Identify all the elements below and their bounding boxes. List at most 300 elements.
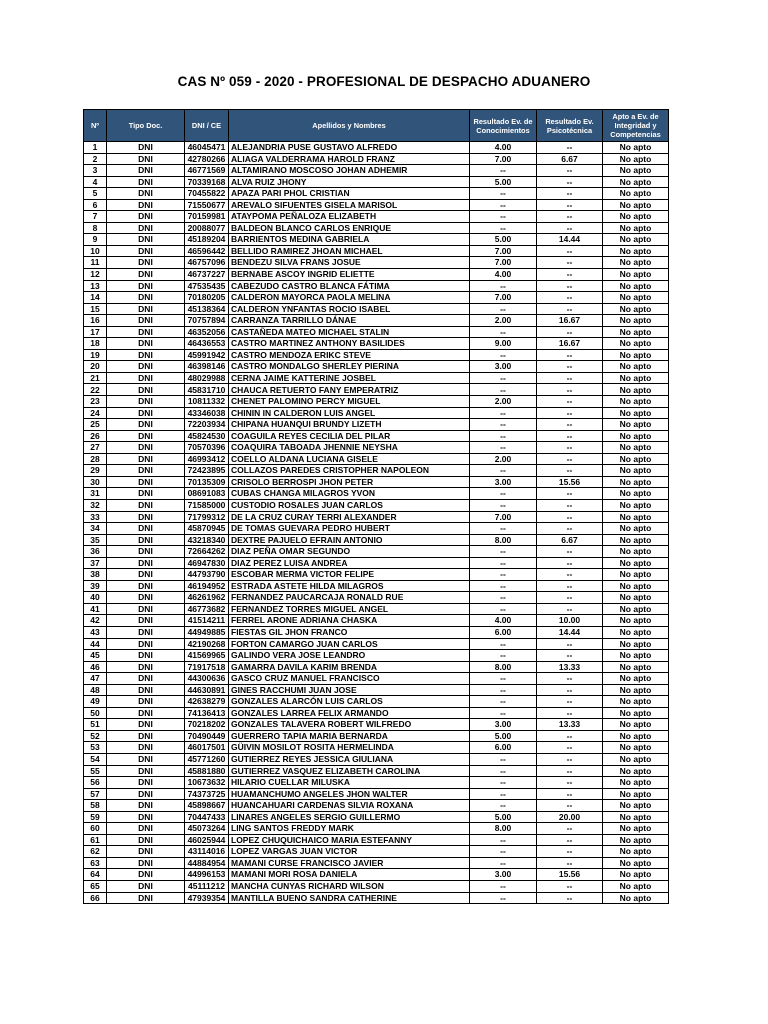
header-doc-type: Tipo Doc. <box>107 110 185 142</box>
integrity-eligibility-cell: No apto <box>603 869 669 881</box>
table-row <box>84 269 669 281</box>
dni-cell: 70757894 <box>185 315 229 327</box>
row-number-cell: 27 <box>84 442 107 454</box>
psychotechnical-result-cell: 13.33 <box>537 719 603 731</box>
table-row <box>84 188 669 200</box>
integrity-eligibility-cell: No apto <box>603 199 669 211</box>
integrity-eligibility-cell: No apto <box>603 442 669 454</box>
integrity-eligibility-cell: No apto <box>603 626 669 638</box>
row-number-cell: 44 <box>84 638 107 650</box>
dni-cell: 45771260 <box>185 753 229 765</box>
doc-type-cell: DNI <box>107 499 185 511</box>
doc-type-cell: DNI <box>107 245 185 257</box>
dni-cell: 08691083 <box>185 488 229 500</box>
doc-type-cell: DNI <box>107 696 185 708</box>
row-number-cell: 61 <box>84 834 107 846</box>
psychotechnical-result-cell: -- <box>537 349 603 361</box>
psychotechnical-result-cell: -- <box>537 592 603 604</box>
full-name-cell: DIAZ PEREZ LUISA ANDREA <box>229 557 470 569</box>
table-row <box>84 372 669 384</box>
dni-cell: 10811332 <box>185 396 229 408</box>
table-row <box>84 453 669 465</box>
knowledge-result-cell: 3.00 <box>470 361 537 373</box>
row-number-cell: 35 <box>84 534 107 546</box>
doc-type-cell: DNI <box>107 430 185 442</box>
row-number-cell: 49 <box>84 696 107 708</box>
psychotechnical-result-cell: -- <box>537 280 603 292</box>
row-number-cell: 3 <box>84 165 107 177</box>
knowledge-result-cell: 6.00 <box>470 742 537 754</box>
table-row <box>84 661 669 673</box>
doc-type-cell: DNI <box>107 673 185 685</box>
table-row <box>84 234 669 246</box>
psychotechnical-result-cell: 6.67 <box>537 153 603 165</box>
doc-type-cell: DNI <box>107 777 185 789</box>
integrity-eligibility-cell: No apto <box>603 419 669 431</box>
dni-cell: 46947830 <box>185 557 229 569</box>
knowledge-result-cell: -- <box>470 580 537 592</box>
integrity-eligibility-cell: No apto <box>603 615 669 627</box>
psychotechnical-result-cell: -- <box>537 684 603 696</box>
knowledge-result-cell: -- <box>470 777 537 789</box>
document-title: CAS Nº 059 - 2020 - PROFESIONAL DE DESPACHO ADUANERO <box>177 74 591 89</box>
integrity-eligibility-cell: No apto <box>603 511 669 523</box>
header-integrity-eligibility: Apto a Ev. de Integridad y Competencias <box>603 110 669 142</box>
dni-cell: 70570396 <box>185 442 229 454</box>
table-row <box>84 153 669 165</box>
psychotechnical-result-cell: -- <box>537 419 603 431</box>
psychotechnical-result-cell: -- <box>537 765 603 777</box>
row-number-cell: 30 <box>84 476 107 488</box>
psychotechnical-result-cell: -- <box>537 188 603 200</box>
full-name-cell: FIESTAS GIL JHON FRANCO <box>229 626 470 638</box>
table-row <box>84 430 669 442</box>
knowledge-result-cell: 3.00 <box>470 719 537 731</box>
integrity-eligibility-cell: No apto <box>603 857 669 869</box>
psychotechnical-result-cell: -- <box>537 269 603 281</box>
psychotechnical-result-cell: -- <box>537 823 603 835</box>
row-number-cell: 39 <box>84 580 107 592</box>
table-row <box>84 488 669 500</box>
dni-cell: 43218340 <box>185 534 229 546</box>
knowledge-result-cell: -- <box>470 199 537 211</box>
table-row <box>84 442 669 454</box>
integrity-eligibility-cell: No apto <box>603 211 669 223</box>
full-name-cell: CUBAS CHANGA MILAGROS YVON <box>229 488 470 500</box>
row-number-cell: 10 <box>84 245 107 257</box>
doc-type-cell: DNI <box>107 211 185 223</box>
doc-type-cell: DNI <box>107 303 185 315</box>
table-row <box>84 800 669 812</box>
full-name-cell: CRISOLO BERROSPI JHON PETER <box>229 476 470 488</box>
full-name-cell: DIAZ PEÑA OMAR SEGUNDO <box>229 546 470 558</box>
integrity-eligibility-cell: No apto <box>603 881 669 893</box>
table-row <box>84 199 669 211</box>
dni-cell: 20088077 <box>185 222 229 234</box>
table-row <box>84 557 669 569</box>
row-number-cell: 32 <box>84 499 107 511</box>
knowledge-result-cell: 4.00 <box>470 615 537 627</box>
table-row <box>84 765 669 777</box>
doc-type-cell: DNI <box>107 292 185 304</box>
psychotechnical-result-cell: -- <box>537 384 603 396</box>
doc-type-cell: DNI <box>107 488 185 500</box>
integrity-eligibility-cell: No apto <box>603 661 669 673</box>
integrity-eligibility-cell: No apto <box>603 777 669 789</box>
dni-cell: 41569965 <box>185 650 229 662</box>
doc-type-cell: DNI <box>107 476 185 488</box>
dni-cell: 47939354 <box>185 892 229 904</box>
table-row <box>84 811 669 823</box>
knowledge-result-cell: -- <box>470 280 537 292</box>
table-row <box>84 396 669 408</box>
row-number-cell: 1 <box>84 142 107 154</box>
row-number-cell: 4 <box>84 176 107 188</box>
integrity-eligibility-cell: No apto <box>603 153 669 165</box>
knowledge-result-cell: 5.00 <box>470 176 537 188</box>
psychotechnical-result-cell: -- <box>537 453 603 465</box>
row-number-cell: 37 <box>84 557 107 569</box>
psychotechnical-result-cell: -- <box>537 638 603 650</box>
integrity-eligibility-cell: No apto <box>603 499 669 511</box>
row-number-cell: 18 <box>84 338 107 350</box>
full-name-cell: CUSTODIO ROSALES JUAN CARLOS <box>229 499 470 511</box>
doc-type-cell: DNI <box>107 557 185 569</box>
knowledge-result-cell: -- <box>470 419 537 431</box>
dni-cell: 46737227 <box>185 269 229 281</box>
psychotechnical-result-cell: 20.00 <box>537 811 603 823</box>
psychotechnical-result-cell: -- <box>537 396 603 408</box>
psychotechnical-result-cell: -- <box>537 834 603 846</box>
dni-cell: 45870945 <box>185 523 229 535</box>
row-number-cell: 15 <box>84 303 107 315</box>
full-name-cell: GONZALES LARREA FELIX ARMANDO <box>229 707 470 719</box>
integrity-eligibility-cell: No apto <box>603 603 669 615</box>
dni-cell: 46757096 <box>185 257 229 269</box>
doc-type-cell: DNI <box>107 834 185 846</box>
table-row <box>84 892 669 904</box>
doc-type-cell: DNI <box>107 800 185 812</box>
knowledge-result-cell: -- <box>470 326 537 338</box>
results-table <box>83 109 669 904</box>
full-name-cell: FORTON CAMARGO JUAN CARLOS <box>229 638 470 650</box>
psychotechnical-result-cell: -- <box>537 580 603 592</box>
psychotechnical-result-cell: -- <box>537 846 603 858</box>
dni-cell: 46398146 <box>185 361 229 373</box>
knowledge-result-cell: 6.00 <box>470 626 537 638</box>
full-name-cell: GUERRERO TAPIA MARIA BERNARDA <box>229 730 470 742</box>
row-number-cell: 63 <box>84 857 107 869</box>
full-name-cell: LOPEZ VARGAS JUAN VICTOR <box>229 846 470 858</box>
table-row <box>84 222 669 234</box>
doc-type-cell: DNI <box>107 730 185 742</box>
doc-type-cell: DNI <box>107 326 185 338</box>
knowledge-result-cell: -- <box>470 384 537 396</box>
table-row <box>84 419 669 431</box>
doc-type-cell: DNI <box>107 407 185 419</box>
psychotechnical-result-cell: -- <box>537 211 603 223</box>
dni-cell: 70455822 <box>185 188 229 200</box>
integrity-eligibility-cell: No apto <box>603 292 669 304</box>
table-row <box>84 349 669 361</box>
header-number: Nº <box>84 110 107 142</box>
row-number-cell: 46 <box>84 661 107 673</box>
doc-type-cell: DNI <box>107 788 185 800</box>
psychotechnical-result-cell: 15.56 <box>537 869 603 881</box>
knowledge-result-cell: -- <box>470 465 537 477</box>
integrity-eligibility-cell: No apto <box>603 765 669 777</box>
doc-type-cell: DNI <box>107 176 185 188</box>
integrity-eligibility-cell: No apto <box>603 892 669 904</box>
full-name-cell: ALVA RUIZ JHONY <box>229 176 470 188</box>
integrity-eligibility-cell: No apto <box>603 361 669 373</box>
full-name-cell: CHININ IN CALDERON LUIS ANGEL <box>229 407 470 419</box>
integrity-eligibility-cell: No apto <box>603 396 669 408</box>
dni-cell: 70490449 <box>185 730 229 742</box>
full-name-cell: HILARIO CUELLAR MILUSKA <box>229 777 470 789</box>
row-number-cell: 43 <box>84 626 107 638</box>
psychotechnical-result-cell: -- <box>537 292 603 304</box>
full-name-cell: CARRANZA TARRILLO DÁNAE <box>229 315 470 327</box>
row-number-cell: 24 <box>84 407 107 419</box>
psychotechnical-result-cell: -- <box>537 892 603 904</box>
integrity-eligibility-cell: No apto <box>603 753 669 765</box>
dni-cell: 44300636 <box>185 673 229 685</box>
full-name-cell: CASTRO MARTINEZ ANTHONY BASILIDES <box>229 338 470 350</box>
dni-cell: 45898667 <box>185 800 229 812</box>
dni-cell: 70159981 <box>185 211 229 223</box>
integrity-eligibility-cell: No apto <box>603 430 669 442</box>
full-name-cell: ALEJANDRIA PUSE GUSTAVO ALFREDO <box>229 142 470 154</box>
knowledge-result-cell: -- <box>470 592 537 604</box>
integrity-eligibility-cell: No apto <box>603 823 669 835</box>
knowledge-result-cell: 8.00 <box>470 661 537 673</box>
full-name-cell: ALTAMIRANO MOSCOSO JOHAN ADHEMIR <box>229 165 470 177</box>
full-name-cell: DE LA CRUZ CURAY TERRI ALEXANDER <box>229 511 470 523</box>
psychotechnical-result-cell: -- <box>537 546 603 558</box>
doc-type-cell: DNI <box>107 592 185 604</box>
psychotechnical-result-cell: -- <box>537 361 603 373</box>
dni-cell: 44630891 <box>185 684 229 696</box>
full-name-cell: ESTRADA ASTETE HILDA MILAGROS <box>229 580 470 592</box>
integrity-eligibility-cell: No apto <box>603 280 669 292</box>
table-row <box>84 257 669 269</box>
full-name-cell: FERNANDEZ PAUCARCAJA RONALD RUE <box>229 592 470 604</box>
doc-type-cell: DNI <box>107 315 185 327</box>
table-row <box>84 823 669 835</box>
psychotechnical-result-cell: -- <box>537 557 603 569</box>
dni-cell: 43346038 <box>185 407 229 419</box>
doc-type-cell: DNI <box>107 603 185 615</box>
knowledge-result-cell: 4.00 <box>470 142 537 154</box>
table-header-row <box>84 110 669 142</box>
knowledge-result-cell: -- <box>470 846 537 858</box>
row-number-cell: 54 <box>84 753 107 765</box>
dni-cell: 46045471 <box>185 142 229 154</box>
knowledge-result-cell: -- <box>470 349 537 361</box>
dni-cell: 46194952 <box>185 580 229 592</box>
integrity-eligibility-cell: No apto <box>603 846 669 858</box>
psychotechnical-result-cell: -- <box>537 465 603 477</box>
doc-type-cell: DNI <box>107 707 185 719</box>
knowledge-result-cell: 7.00 <box>470 511 537 523</box>
full-name-cell: CABEZUDO CASTRO BLANCA FÁTIMA <box>229 280 470 292</box>
row-number-cell: 22 <box>84 384 107 396</box>
row-number-cell: 17 <box>84 326 107 338</box>
dni-cell: 43114016 <box>185 846 229 858</box>
row-number-cell: 56 <box>84 777 107 789</box>
dni-cell: 71550677 <box>185 199 229 211</box>
knowledge-result-cell: -- <box>470 523 537 535</box>
header-psychotechnical-result: Resultado Ev. Psicotécnica <box>537 110 603 142</box>
full-name-cell: GASCO CRUZ MANUEL FRANCISCO <box>229 673 470 685</box>
dni-cell: 45831710 <box>185 384 229 396</box>
doc-type-cell: DNI <box>107 811 185 823</box>
full-name-cell: MAMANI CURSE FRANCISCO JAVIER <box>229 857 470 869</box>
row-number-cell: 9 <box>84 234 107 246</box>
row-number-cell: 29 <box>84 465 107 477</box>
knowledge-result-cell: -- <box>470 857 537 869</box>
integrity-eligibility-cell: No apto <box>603 222 669 234</box>
psychotechnical-result-cell: -- <box>537 569 603 581</box>
dni-cell: 71799312 <box>185 511 229 523</box>
psychotechnical-result-cell: -- <box>537 165 603 177</box>
knowledge-result-cell: -- <box>470 892 537 904</box>
doc-type-cell: DNI <box>107 419 185 431</box>
psychotechnical-result-cell: 15.56 <box>537 476 603 488</box>
psychotechnical-result-cell: 13.33 <box>537 661 603 673</box>
integrity-eligibility-cell: No apto <box>603 569 669 581</box>
doc-type-cell: DNI <box>107 846 185 858</box>
psychotechnical-result-cell: -- <box>537 730 603 742</box>
psychotechnical-result-cell: -- <box>537 245 603 257</box>
psychotechnical-result-cell: -- <box>537 742 603 754</box>
table-row <box>84 407 669 419</box>
row-number-cell: 21 <box>84 372 107 384</box>
knowledge-result-cell: 5.00 <box>470 730 537 742</box>
dni-cell: 46261962 <box>185 592 229 604</box>
row-number-cell: 36 <box>84 546 107 558</box>
doc-type-cell: DNI <box>107 580 185 592</box>
header-knowledge-result: Resultado Ev. de Conocimientos <box>470 110 537 142</box>
integrity-eligibility-cell: No apto <box>603 338 669 350</box>
table-row <box>84 546 669 558</box>
dni-cell: 42780266 <box>185 153 229 165</box>
integrity-eligibility-cell: No apto <box>603 257 669 269</box>
doc-type-cell: DNI <box>107 753 185 765</box>
doc-type-cell: DNI <box>107 372 185 384</box>
doc-type-cell: DNI <box>107 142 185 154</box>
knowledge-result-cell: 5.00 <box>470 234 537 246</box>
row-number-cell: 34 <box>84 523 107 535</box>
knowledge-result-cell: -- <box>470 499 537 511</box>
dni-cell: 45073264 <box>185 823 229 835</box>
table-row <box>84 499 669 511</box>
psychotechnical-result-cell: -- <box>537 303 603 315</box>
full-name-cell: BERNABE ASCOY INGRID ELIETTE <box>229 269 470 281</box>
row-number-cell: 25 <box>84 419 107 431</box>
knowledge-result-cell: 7.00 <box>470 257 537 269</box>
knowledge-result-cell: -- <box>470 638 537 650</box>
integrity-eligibility-cell: No apto <box>603 534 669 546</box>
knowledge-result-cell: -- <box>470 188 537 200</box>
dni-cell: 44949885 <box>185 626 229 638</box>
table-row <box>84 650 669 662</box>
table-row <box>84 684 669 696</box>
full-name-cell: BENDEZU SILVA FRANS JOSUE <box>229 257 470 269</box>
row-number-cell: 7 <box>84 211 107 223</box>
doc-type-cell: DNI <box>107 442 185 454</box>
doc-type-cell: DNI <box>107 742 185 754</box>
knowledge-result-cell: -- <box>470 673 537 685</box>
dni-cell: 46017501 <box>185 742 229 754</box>
integrity-eligibility-cell: No apto <box>603 349 669 361</box>
knowledge-result-cell: -- <box>470 569 537 581</box>
integrity-eligibility-cell: No apto <box>603 176 669 188</box>
psychotechnical-result-cell: -- <box>537 326 603 338</box>
psychotechnical-result-cell: -- <box>537 673 603 685</box>
dni-cell: 46596442 <box>185 245 229 257</box>
full-name-cell: MAMANI MORI ROSA DANIELA <box>229 869 470 881</box>
doc-type-cell: DNI <box>107 615 185 627</box>
dni-cell: 45824530 <box>185 430 229 442</box>
table-row <box>84 846 669 858</box>
dni-cell: 48029988 <box>185 372 229 384</box>
full-name-cell: BELLIDO RAMIREZ JHOAN MICHAEL <box>229 245 470 257</box>
knowledge-result-cell: -- <box>470 765 537 777</box>
doc-type-cell: DNI <box>107 199 185 211</box>
doc-type-cell: DNI <box>107 684 185 696</box>
table-row <box>84 742 669 754</box>
psychotechnical-result-cell: -- <box>537 372 603 384</box>
table-row <box>84 211 669 223</box>
full-name-cell: MANCHA CUNYAS RICHARD WILSON <box>229 881 470 893</box>
full-name-cell: CHIPANA HUANQUI BRUNDY LIZETH <box>229 419 470 431</box>
row-number-cell: 62 <box>84 846 107 858</box>
dni-cell: 45189204 <box>185 234 229 246</box>
full-name-cell: FERREL ARONE ADRIANA CHASKA <box>229 615 470 627</box>
row-number-cell: 8 <box>84 222 107 234</box>
table-row <box>84 580 669 592</box>
table-row <box>84 245 669 257</box>
integrity-eligibility-cell: No apto <box>603 488 669 500</box>
dni-cell: 70180205 <box>185 292 229 304</box>
table-row <box>84 511 669 523</box>
row-number-cell: 52 <box>84 730 107 742</box>
table-row <box>84 384 669 396</box>
row-number-cell: 38 <box>84 569 107 581</box>
table-row <box>84 292 669 304</box>
full-name-cell: GONZALES ALARCÓN LUIS CARLOS <box>229 696 470 708</box>
doc-type-cell: DNI <box>107 650 185 662</box>
knowledge-result-cell: -- <box>470 165 537 177</box>
doc-type-cell: DNI <box>107 165 185 177</box>
psychotechnical-result-cell: -- <box>537 499 603 511</box>
row-number-cell: 11 <box>84 257 107 269</box>
table-row <box>84 534 669 546</box>
knowledge-result-cell: -- <box>470 488 537 500</box>
psychotechnical-result-cell: -- <box>537 777 603 789</box>
dni-cell: 44793790 <box>185 569 229 581</box>
doc-type-cell: DNI <box>107 349 185 361</box>
table-row <box>84 303 669 315</box>
full-name-cell: GUTIERREZ VASQUEZ ELIZABETH CAROLINA <box>229 765 470 777</box>
table-row <box>84 615 669 627</box>
table-row <box>84 280 669 292</box>
knowledge-result-cell: -- <box>470 834 537 846</box>
psychotechnical-result-cell: -- <box>537 707 603 719</box>
dni-cell: 70339168 <box>185 176 229 188</box>
